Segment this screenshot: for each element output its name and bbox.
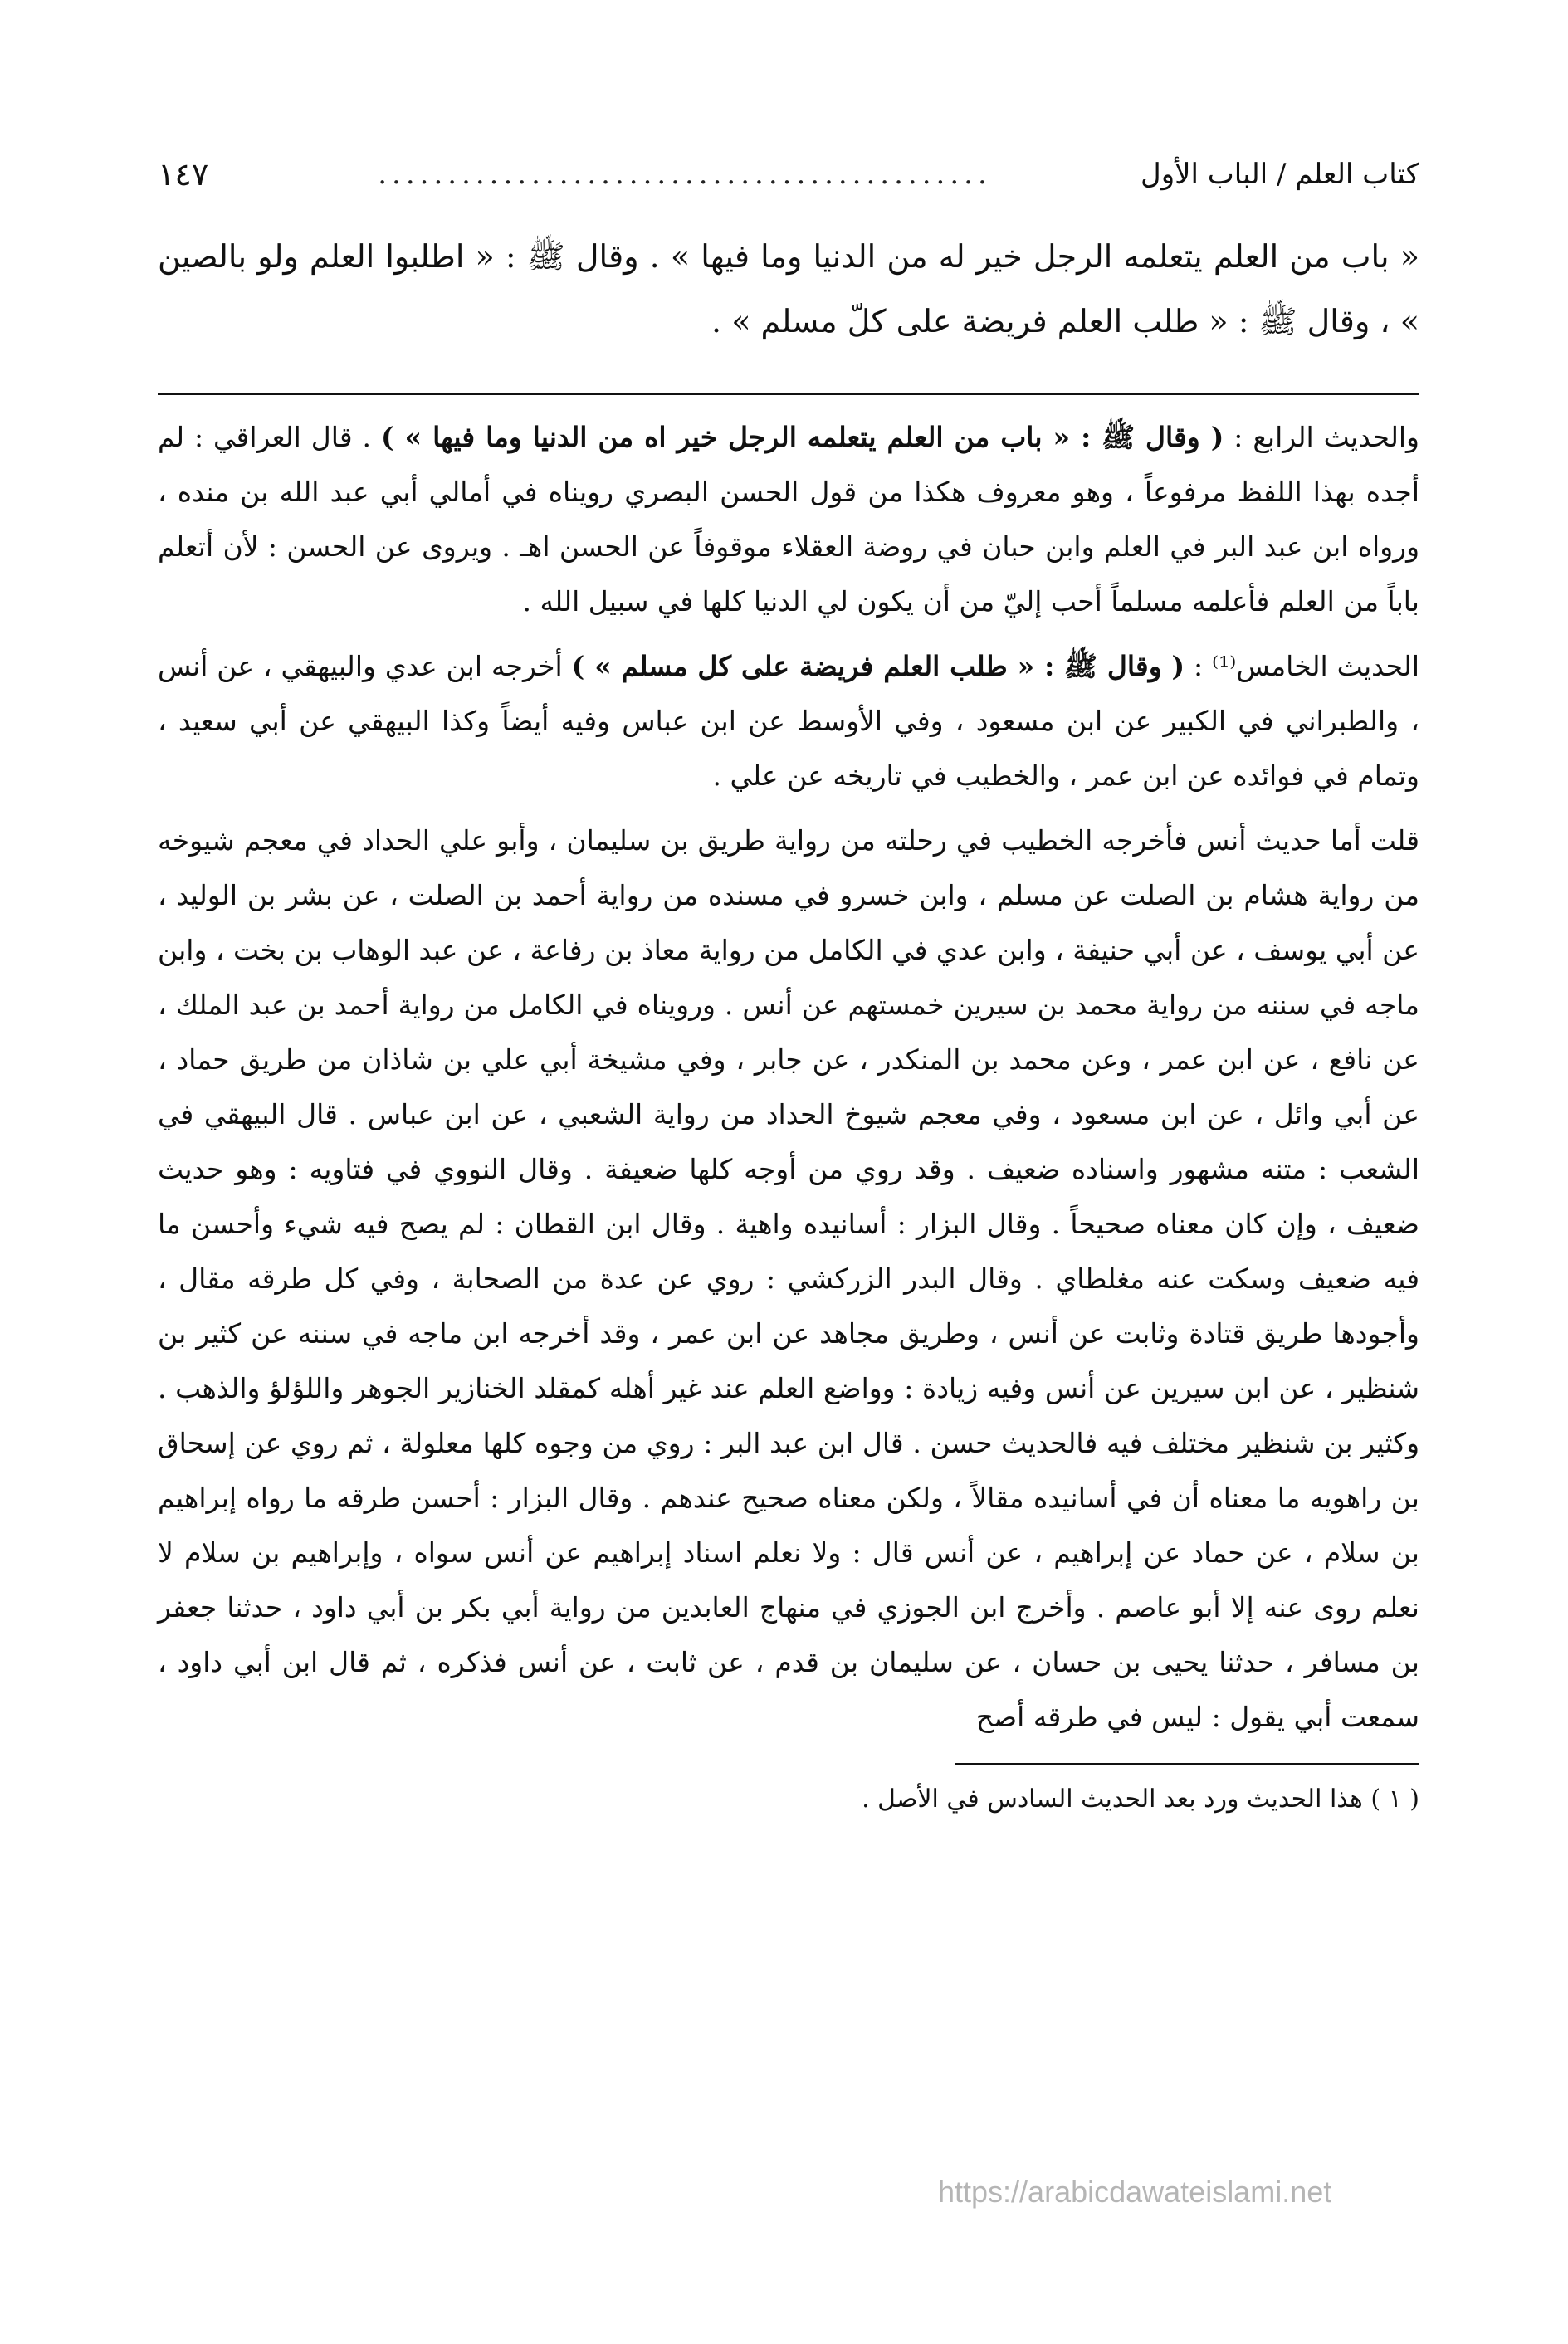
commentary-paragraph-1 [158, 410, 1419, 629]
hadith-5-quote: ( وقال ﷺ : « طلب العلم فريضة على كل مسلم » ) [571, 650, 1185, 682]
hadith-4-quote: ( وقال ﷺ : « باب من العلم يتعلمه الرجل خير اه من الدنيا وما فيها » ) [380, 421, 1224, 453]
hadith-5-commentary: أخرجه ابن عدي والبيهقي ، عن أنس ، والطبراني في الكبير عن ابن مسعود ، وفي الأوسط عن ابن عباس وفيه أيضاً وكذا البيهقي عن أبي سعيد ، وتمام في فوائده عن ابن عمر ، والخطيب في تاريخه عن علي . [158, 650, 1419, 792]
commentary-paragraph-3: قلت أما حديث أنس فأخرجه الخطيب في رحلته من رواية طريق بن سليمان ، وأبو علي الحداد في معجم شيوخه من رواية هشام بن الصلت عن مسلم ، وابن خسرو في مسنده من رواية أحمد بن الصلت ، عن بشر بن الوليد ، عن أبي يوسف ، عن أبي حنيفة ، وابن عدي في الكامل من رواية معاذ بن رفاعة ، عن عبد الوهاب بن بخت ، وابن ماجه في سننه من رواية محمد بن سيرين خمستهم عن أنس . ورويناه في الكامل من رواية أحمد بن عبد الملك ، عن نافع ، عن ابن عمر ، وعن محمد بن المنكدر ، عن جابر ، وفي مشيخة أبي علي بن شاذان من طريق حماد ، عن أبي وائل ، عن ابن مسعود ، وفي معجم شيوخ الحداد من رواية الشعبي ، عن ابن عباس . قال البيهقي في الشعب : متنه مشهور واسناده ضعيف . وقد روي من أوجه كلها ضعيفة . وقال النووي في فتاويه : وهو حديث ضعيف ، وإن كان معناه صحيحاً . وقال البزار : أسانيده واهية . وقال ابن القطان : لم يصح فيه شيء وأحسن ما فيه ضعيف وسكت عنه مغلطاي . وقال البدر الزركشي : روي عن عدة من الصحابة ، وفي كل طرقه مقال ، وأجودها طريق قتادة وثابت عن أنس ، وطريق مجاهد عن ابن عمر ، وقد أخرجه ابن ماجه في سننه عن كثير بن شنظير ، عن ابن سيرين عن أنس وفيه زيادة : وواضع العلم عند غير أهله كمقلد الخنازير الجوهر واللؤلؤ والذهب . وكثير بن شنظير مختلف فيه فالحديث حسن . قال ابن عبد البر : روي من وجوه كلها معلولة ، ثم روي عن إسحاق بن راهويه ما معناه أن في أسانيده مقالاً ، ولكن معناه صحيح عندهم . وقال البزار : أحسن طرقه ما رواه إبراهيم بن سلام ، عن حماد عن إبراهيم ، عن أنس قال : ولا نعلم اسناد إبراهيم عن أنس سواه ، وإبراهيم بن سلام لا نعلم روى عنه إلا أبو عاصم . وأخرج ابن الجوزي في منهاج العابدين من رواية أبي بكر بن أبي داود ، حدثنا جعفر بن مسافر ، حدثنا يحيى بن حسان ، عن سليمان بن قدم ، عن ثابت ، عن أنس فذكره ، ثم قال ابن أبي داود ، سمعت أبي يقول : ليس في طرقه أصح [158, 824, 1419, 1733]
hadith-4-commentary: . قال العراقي : لم أجده بهذا اللفظ مرفوعاً ، وهو معروف هكذا من قول الحسن البصري رويناه في أمالي أبي عبد الله بن منده ، ورواه ابن عبد البر في العلم وابن حبان في روضة العقلاء موقوفاً عن الحسن اهـ . ويروى عن الحسن : لأن أتعلم باباً من العلم فأعلمه مسلماً أحب إليّ من أن يكون لي الدنيا كلها في سبيل الله . [158, 421, 1419, 618]
running-header [158, 149, 1419, 199]
main-text: « باب من العلم يتعلمه الرجل خير له من الدنيا وما فيها » . وقال ﷺ : « اطلبوا العلم ولو بالصين » ، وقال ﷺ : « طلب العلم فريضة على كلّ مسلم » . [158, 238, 1419, 339]
hadith-4-label: والحديث الرابع : [1224, 421, 1419, 453]
chapter-title: كتاب العلم / الباب الأول [1141, 158, 1419, 191]
page-number: ١٤٧ [158, 156, 209, 193]
commentary-paragraph-2 [158, 639, 1419, 803]
footnote: ( ١ ) هذا الحديث ورد بعد الحديث السادس في الأصل . [862, 1785, 1419, 1814]
footnote-separator [955, 1763, 1419, 1765]
leader-dots: ............................................ [378, 158, 992, 191]
separator-line [158, 393, 1419, 395]
watermark-url: https://arabicdawateislami.net [938, 2175, 1332, 2209]
hadith-5-label: الحديث الخامس⁽¹⁾ : [1185, 650, 1420, 682]
commentary [158, 410, 1419, 1745]
book-page [158, 149, 1419, 2274]
